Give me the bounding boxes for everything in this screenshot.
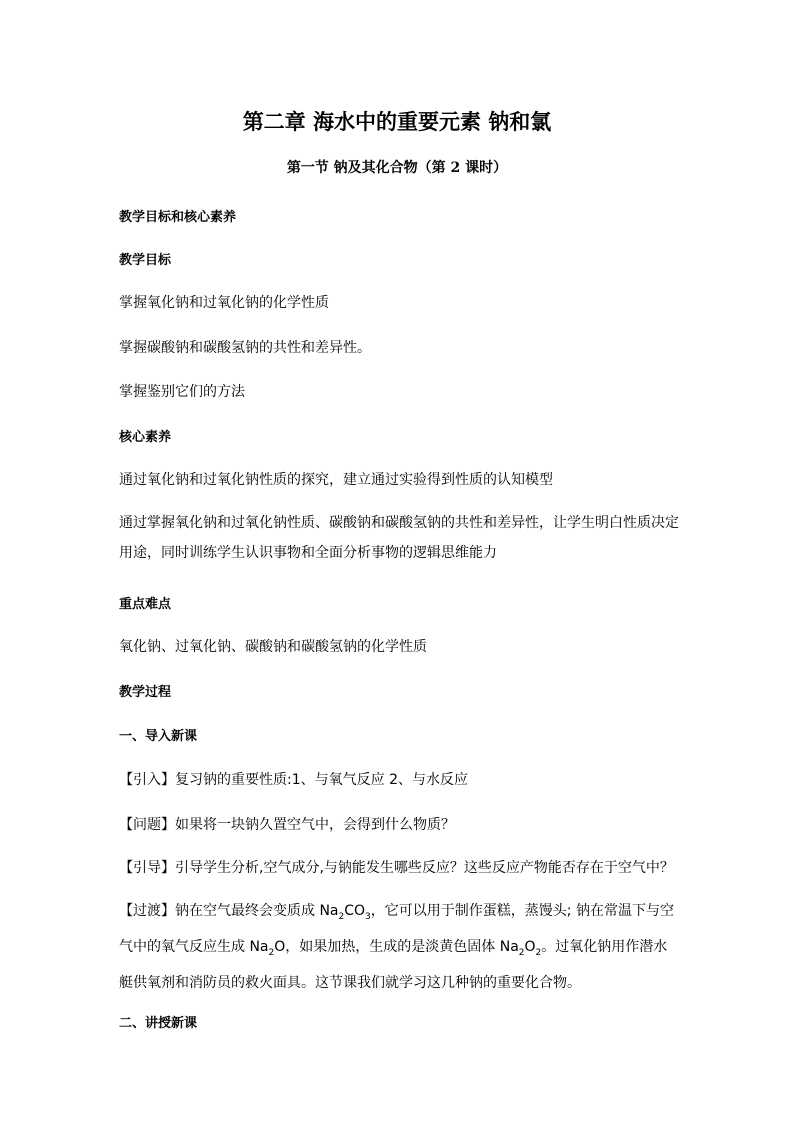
item-text: 引导学生分析,空气成分,与钠能发生哪些反应？这些反应产物能否存在于空气中？ xyxy=(175,860,674,876)
heading-process: 教学过程 xyxy=(119,685,172,700)
item-tag: 【引入】 xyxy=(119,772,175,788)
intro-item xyxy=(119,896,679,998)
goal-item: 掌握碳酸钠和碳酸氢钠的共性和差异性。 xyxy=(119,340,371,356)
literacy-item: 通过氧化钠和过氧化钠性质的探究，建立通过实验得到性质的认知模型 xyxy=(119,472,553,488)
intro-item xyxy=(119,769,468,789)
subscript: 2 xyxy=(338,911,345,922)
intro-item xyxy=(119,857,674,877)
item-tag: 【引导】 xyxy=(119,860,175,876)
heading-key-points: 重点难点 xyxy=(119,597,172,612)
subscript: 2 xyxy=(518,947,525,958)
subscript: 2 xyxy=(535,947,542,958)
item-text: 如果将一块钠久置空气中，会得到什么物质？ xyxy=(175,817,455,833)
item-text: O xyxy=(524,938,536,955)
heading-literacy: 核心素养 xyxy=(119,430,172,445)
section-title: 第一节 钠及其化合物（第 2 课时） xyxy=(286,160,508,176)
item-text: 钠在空气最终会变质成 Na xyxy=(175,903,339,919)
chapter-title: 第二章 海水中的重要元素 钠和氯 xyxy=(242,109,552,134)
heading-teaching: 二、讲授新课 xyxy=(119,1016,198,1031)
item-text: 复习钠的重要性质:1、与氧气反应 2、与水反应 xyxy=(175,772,468,788)
item-text: ，它可以用于制作蛋糕，蒸馒头; 钠在常温下与空气中的氧气反应生成 Na xyxy=(119,903,674,955)
subscript: 3 xyxy=(365,911,371,922)
literacy-item: 通过掌握氧化钠和过氧化钠性质、碳酸钠和碳酸氢钠的共性和差异性，让学生明白性质决定用途，同时训练学生认识事物和全面分析事物的逻辑思维能力 xyxy=(119,515,679,561)
goal-item: 掌握鉴别它们的方法 xyxy=(119,384,245,400)
heading-goals: 教学目标 xyxy=(119,253,172,268)
heading-intro: 一、导入新课 xyxy=(119,729,198,744)
item-text: CO xyxy=(344,903,366,919)
key-points-text: 氧化钠、过氧化钠、碳酸钠和碳酸氢钠的化学性质 xyxy=(119,639,427,655)
heading-goals-and-literacy: 教学目标和核心素养 xyxy=(119,210,237,225)
item-tag: 【过渡】 xyxy=(119,903,175,919)
item-tag: 【问题】 xyxy=(119,817,175,833)
item-text: 。过氧化钠用作潜水艇供氧剂和消防员的救火面具。这节课我们就学习这几种钠的重要化合物。 xyxy=(119,938,668,991)
goal-item: 掌握氧化钠和过氧化钠的化学性质 xyxy=(119,295,329,311)
intro-item xyxy=(119,814,455,834)
subscript: 2 xyxy=(268,947,275,958)
item-text: O，如果加热，生成的是淡黄色固体 Na xyxy=(274,938,519,955)
